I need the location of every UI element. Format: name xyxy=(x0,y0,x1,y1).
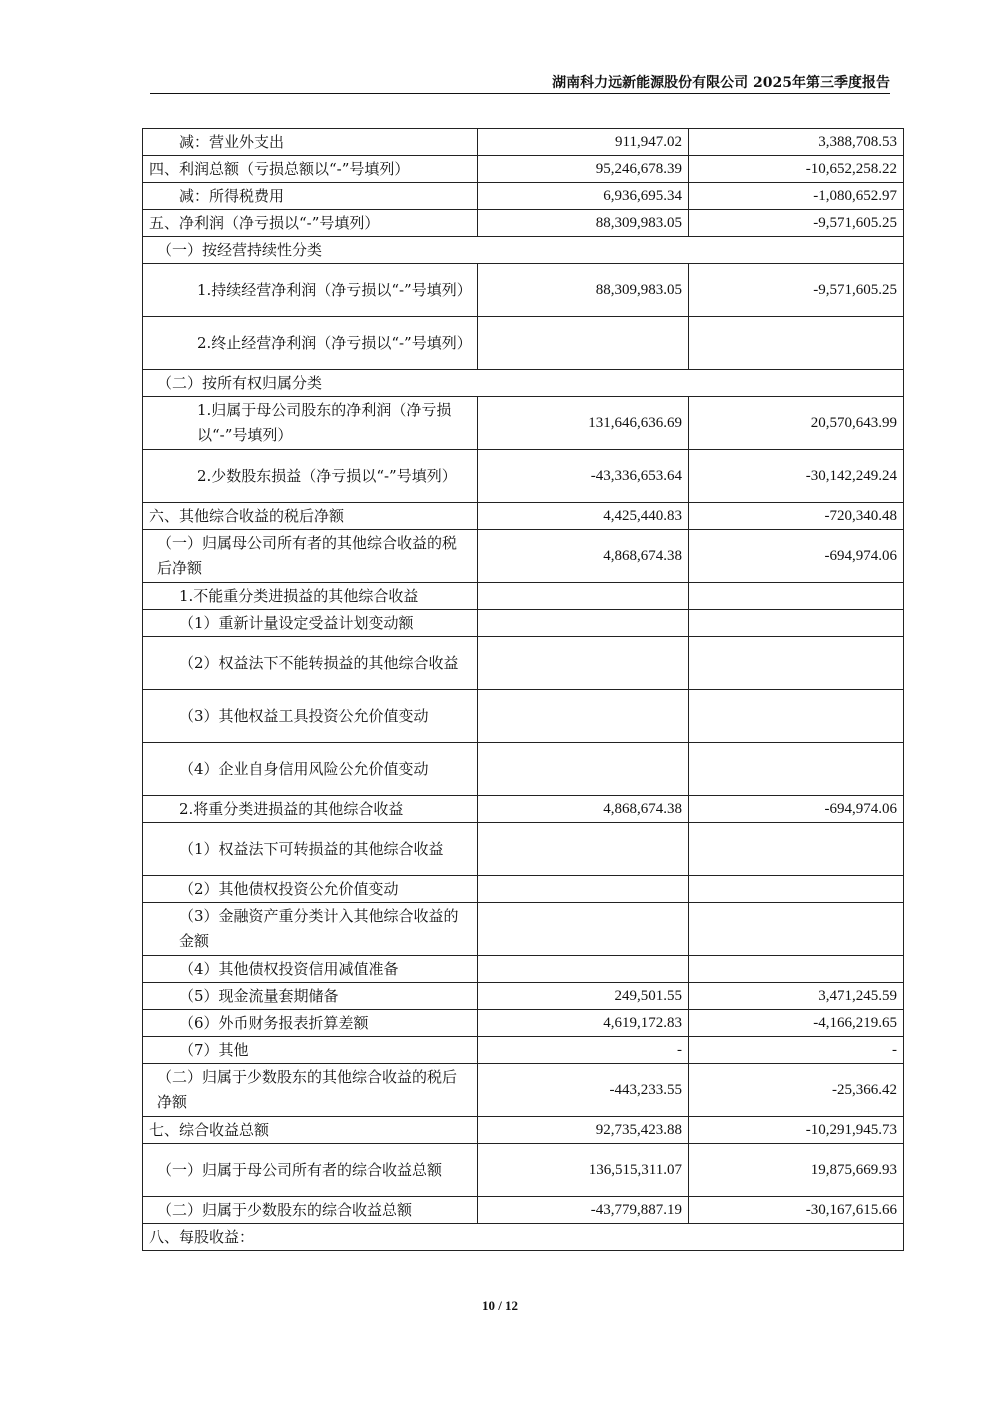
previous-period-value xyxy=(689,610,904,637)
current-period-value xyxy=(478,956,689,983)
row-label: （5）现金流量套期储备 xyxy=(143,983,478,1010)
row-label: 1.不能重分类进损益的其他综合收益 xyxy=(143,583,478,610)
table-row xyxy=(143,903,904,956)
current-period-value: 131,646,636.69 xyxy=(478,397,689,450)
row-label: （3）其他权益工具投资公允价值变动 xyxy=(143,690,478,743)
table-row xyxy=(143,1117,904,1144)
current-period-value xyxy=(478,743,689,796)
previous-period-value: 3,471,245.59 xyxy=(689,983,904,1010)
table-row xyxy=(143,1224,904,1251)
row-label: （1）重新计量设定受益计划变动额 xyxy=(143,610,478,637)
row-label: （4）企业自身信用风险公允价值变动 xyxy=(143,743,478,796)
current-period-value: 249,501.55 xyxy=(478,983,689,1010)
table-row xyxy=(143,317,904,370)
table-row xyxy=(143,450,904,503)
previous-period-value: -4,166,219.65 xyxy=(689,1010,904,1037)
row-label: （二）归属于少数股东的其他综合收益的税后净额 xyxy=(143,1064,478,1117)
current-period-value: -443,233.55 xyxy=(478,1064,689,1117)
previous-period-value xyxy=(689,743,904,796)
row-label: （二）归属于少数股东的综合收益总额 xyxy=(143,1197,478,1224)
row-label: 减：所得税费用 xyxy=(143,183,478,210)
current-period-value xyxy=(478,823,689,876)
current-period-value: 88,309,983.05 xyxy=(478,264,689,317)
current-period-value: -43,336,653.64 xyxy=(478,450,689,503)
current-period-value xyxy=(478,317,689,370)
table-row xyxy=(143,876,904,903)
row-label: 1.持续经营净利润（净亏损以“-”号填列） xyxy=(143,264,478,317)
previous-period-value: -30,167,615.66 xyxy=(689,1197,904,1224)
previous-period-value: 19,875,669.93 xyxy=(689,1144,904,1197)
previous-period-value: -694,974.06 xyxy=(689,530,904,583)
table-row xyxy=(143,129,904,156)
previous-period-value: -720,340.48 xyxy=(689,503,904,530)
income-statement-body xyxy=(143,129,904,1251)
table-row xyxy=(143,823,904,876)
current-period-value: 4,868,674.38 xyxy=(478,796,689,823)
header-divider xyxy=(150,93,890,94)
table-row xyxy=(143,1064,904,1117)
previous-period-value xyxy=(689,317,904,370)
table-row xyxy=(143,743,904,796)
current-period-value xyxy=(478,610,689,637)
income-statement-table xyxy=(142,128,904,1251)
current-period-value xyxy=(478,637,689,690)
current-period-value: 4,619,172.83 xyxy=(478,1010,689,1037)
row-label: （二）按所有权归属分类 xyxy=(143,370,904,397)
table-row xyxy=(143,397,904,450)
row-label: （7）其他 xyxy=(143,1037,478,1064)
current-period-value: 88,309,983.05 xyxy=(478,210,689,237)
row-label: （6）外币财务报表折算差额 xyxy=(143,1010,478,1037)
row-label: （2）其他债权投资公允价值变动 xyxy=(143,876,478,903)
row-label: 六、其他综合收益的税后净额 xyxy=(143,503,478,530)
row-label: 七、综合收益总额 xyxy=(143,1117,478,1144)
table-row xyxy=(143,183,904,210)
previous-period-value: -694,974.06 xyxy=(689,796,904,823)
row-label: （4）其他债权投资信用减值准备 xyxy=(143,956,478,983)
page-number: 10 / 12 xyxy=(481,1298,519,1313)
row-label: 八、每股收益： xyxy=(143,1224,904,1251)
table-row xyxy=(143,156,904,183)
table-row xyxy=(143,1197,904,1224)
previous-period-value xyxy=(689,956,904,983)
row-label: 2.将重分类进损益的其他综合收益 xyxy=(143,796,478,823)
current-period-value xyxy=(478,876,689,903)
previous-period-value: -30,142,249.24 xyxy=(689,450,904,503)
previous-period-value xyxy=(689,637,904,690)
table-row xyxy=(143,610,904,637)
row-label: 2.少数股东损益（净亏损以“-”号填列） xyxy=(143,450,478,503)
previous-period-value xyxy=(689,583,904,610)
table-row xyxy=(143,956,904,983)
table-row xyxy=(143,1037,904,1064)
previous-period-value: -10,291,945.73 xyxy=(689,1117,904,1144)
current-period-value: 95,246,678.39 xyxy=(478,156,689,183)
current-period-value xyxy=(478,583,689,610)
previous-period-value: 3,388,708.53 xyxy=(689,129,904,156)
current-period-value: 6,936,695.34 xyxy=(478,183,689,210)
current-period-value: 136,515,311.07 xyxy=(478,1144,689,1197)
previous-period-value: -9,571,605.25 xyxy=(689,264,904,317)
current-period-value: 911,947.02 xyxy=(478,129,689,156)
previous-period-value: 20,570,643.99 xyxy=(689,397,904,450)
row-label: 减：营业外支出 xyxy=(143,129,478,156)
row-label: （2）权益法下不能转损益的其他综合收益 xyxy=(143,637,478,690)
previous-period-value xyxy=(689,823,904,876)
row-label: 五、净利润（净亏损以“-”号填列） xyxy=(143,210,478,237)
current-period-value: 4,425,440.83 xyxy=(478,503,689,530)
current-period-value: 4,868,674.38 xyxy=(478,530,689,583)
row-label: 2.终止经营净利润（净亏损以“-”号填列） xyxy=(143,317,478,370)
report-header-title: 湖南科力远新能源股份有限公司 2025年第三季度报告 xyxy=(552,75,890,91)
row-label: （一）归属母公司所有者的其他综合收益的税后净额 xyxy=(143,530,478,583)
current-period-value: - xyxy=(478,1037,689,1064)
row-label: （一）归属于母公司所有者的综合收益总额 xyxy=(143,1144,478,1197)
table-row xyxy=(143,637,904,690)
table-row xyxy=(143,1010,904,1037)
previous-period-value: -9,571,605.25 xyxy=(689,210,904,237)
row-label: （一）按经营持续性分类 xyxy=(143,237,904,264)
table-row xyxy=(143,210,904,237)
row-label: 1.归属于母公司股东的净利润（净亏损以“-”号填列） xyxy=(143,397,478,450)
current-period-value xyxy=(478,903,689,956)
current-period-value: -43,779,887.19 xyxy=(478,1197,689,1224)
previous-period-value: - xyxy=(689,1037,904,1064)
current-period-value xyxy=(478,690,689,743)
row-label: （3）金融资产重分类计入其他综合收益的金额 xyxy=(143,903,478,956)
table-row xyxy=(143,370,904,397)
table-row xyxy=(143,264,904,317)
previous-period-value xyxy=(689,903,904,956)
previous-period-value: -1,080,652.97 xyxy=(689,183,904,210)
table-row xyxy=(143,503,904,530)
table-row xyxy=(143,583,904,610)
current-period-value: 92,735,423.88 xyxy=(478,1117,689,1144)
table-row xyxy=(143,530,904,583)
previous-period-value: -10,652,258.22 xyxy=(689,156,904,183)
row-label: （1）权益法下可转损益的其他综合收益 xyxy=(143,823,478,876)
table-row xyxy=(143,983,904,1010)
row-label: 四、利润总额（亏损总额以“-”号填列） xyxy=(143,156,478,183)
table-row xyxy=(143,796,904,823)
table-row xyxy=(143,690,904,743)
table-row xyxy=(143,237,904,264)
previous-period-value: -25,366.42 xyxy=(689,1064,904,1117)
previous-period-value xyxy=(689,690,904,743)
table-row xyxy=(143,1144,904,1197)
previous-period-value xyxy=(689,876,904,903)
